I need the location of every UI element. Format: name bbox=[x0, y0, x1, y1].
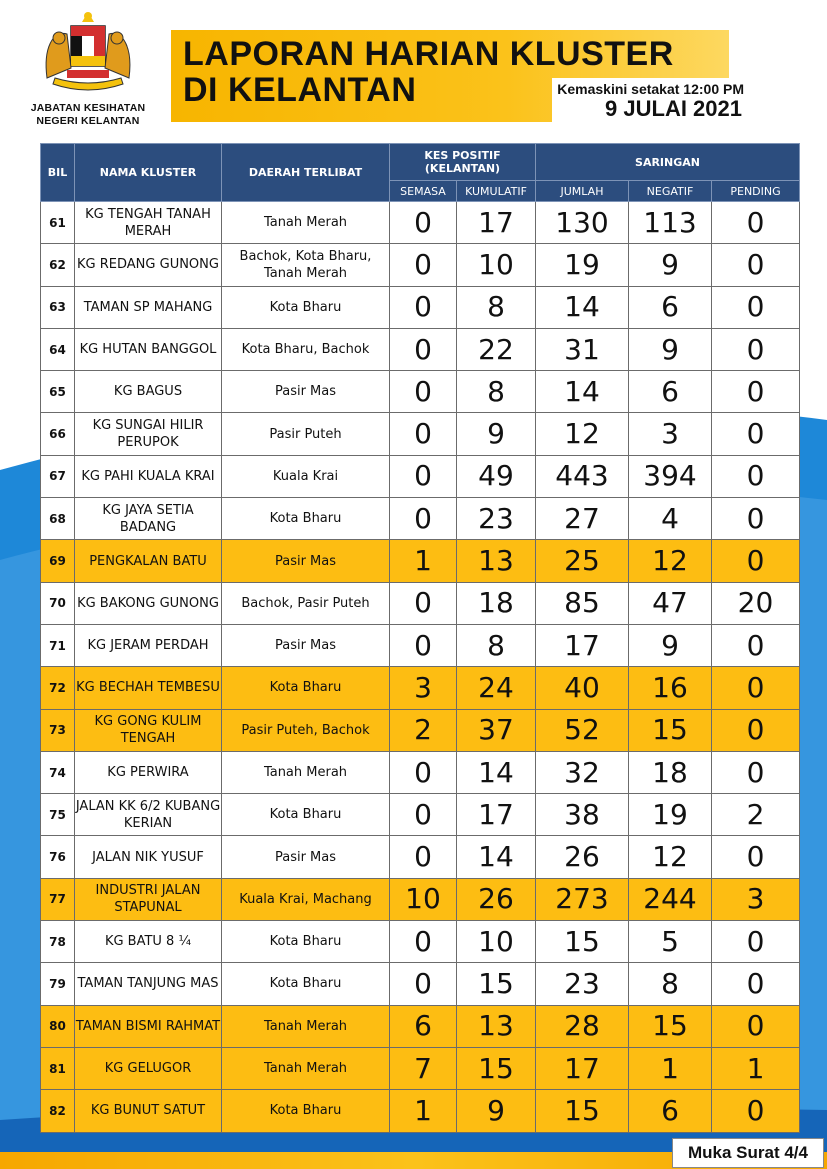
cell-jumlah: 28 bbox=[536, 1005, 629, 1047]
cell-daerah: Bachok, Pasir Puteh bbox=[222, 582, 390, 624]
cell-daerah: Pasir Puteh bbox=[222, 413, 390, 455]
cell-jumlah: 15 bbox=[536, 921, 629, 963]
cell-pending: 0 bbox=[712, 836, 800, 878]
cell-bil: 69 bbox=[41, 540, 75, 582]
cell-jumlah: 38 bbox=[536, 794, 629, 836]
cell-nama: KG TENGAH TANAH MERAH bbox=[75, 202, 222, 244]
cell-kumulatif: 9 bbox=[457, 1090, 536, 1132]
cell-jumlah: 23 bbox=[536, 963, 629, 1005]
cell-pending: 0 bbox=[712, 1090, 800, 1132]
cell-kumulatif: 10 bbox=[457, 921, 536, 963]
cell-kumulatif: 17 bbox=[457, 794, 536, 836]
cell-nama: KG REDANG GUNONG bbox=[75, 244, 222, 286]
cell-negatif: 47 bbox=[629, 582, 712, 624]
cell-jumlah: 32 bbox=[536, 751, 629, 793]
cell-semasa: 1 bbox=[390, 1090, 457, 1132]
col-header-jumlah: JUMLAH bbox=[536, 181, 629, 202]
cell-negatif: 15 bbox=[629, 1005, 712, 1047]
cell-nama: JALAN NIK YUSUF bbox=[75, 836, 222, 878]
cell-semasa: 0 bbox=[390, 244, 457, 286]
cell-kumulatif: 49 bbox=[457, 455, 536, 497]
cell-negatif: 394 bbox=[629, 455, 712, 497]
cell-kumulatif: 18 bbox=[457, 582, 536, 624]
table-row bbox=[41, 540, 800, 582]
table-row bbox=[41, 963, 800, 1005]
cell-pending: 0 bbox=[712, 286, 800, 328]
cell-jumlah: 85 bbox=[536, 582, 629, 624]
page-title-line1: LAPORAN HARIAN KLUSTER bbox=[183, 35, 674, 73]
cell-bil: 70 bbox=[41, 582, 75, 624]
agency-name-line1: JABATAN KESIHATAN bbox=[30, 102, 146, 114]
cell-pending: 0 bbox=[712, 667, 800, 709]
cell-nama: KG BUNUT SATUT bbox=[75, 1090, 222, 1132]
cell-negatif: 9 bbox=[629, 624, 712, 666]
cell-daerah: Tanah Merah bbox=[222, 751, 390, 793]
cell-bil: 67 bbox=[41, 455, 75, 497]
cell-pending: 0 bbox=[712, 540, 800, 582]
cell-negatif: 15 bbox=[629, 709, 712, 751]
cell-semasa: 0 bbox=[390, 836, 457, 878]
cell-semasa: 3 bbox=[390, 667, 457, 709]
cell-pending: 0 bbox=[712, 202, 800, 244]
table-row bbox=[41, 751, 800, 793]
page-title-line2: DI KELANTAN bbox=[183, 71, 417, 109]
update-box bbox=[552, 78, 752, 126]
cell-negatif: 113 bbox=[629, 202, 712, 244]
col-header-kes-positif-line1: KES POSITIF bbox=[424, 149, 501, 162]
cell-jumlah: 130 bbox=[536, 202, 629, 244]
cell-kumulatif: 26 bbox=[457, 878, 536, 920]
cell-bil: 78 bbox=[41, 921, 75, 963]
cell-pending: 0 bbox=[712, 498, 800, 540]
cell-kumulatif: 15 bbox=[457, 1047, 536, 1089]
cell-bil: 74 bbox=[41, 751, 75, 793]
table-row bbox=[41, 794, 800, 836]
cell-pending: 0 bbox=[712, 921, 800, 963]
cell-negatif: 8 bbox=[629, 963, 712, 1005]
cell-semasa: 0 bbox=[390, 286, 457, 328]
cell-daerah: Pasir Mas bbox=[222, 540, 390, 582]
table-row bbox=[41, 582, 800, 624]
cell-pending: 1 bbox=[712, 1047, 800, 1089]
cell-kumulatif: 8 bbox=[457, 624, 536, 666]
cell-jumlah: 14 bbox=[536, 286, 629, 328]
cell-semasa: 1 bbox=[390, 540, 457, 582]
cell-bil: 76 bbox=[41, 836, 75, 878]
cell-semasa: 0 bbox=[390, 751, 457, 793]
cell-pending: 0 bbox=[712, 413, 800, 455]
table-row bbox=[41, 498, 800, 540]
cell-bil: 65 bbox=[41, 371, 75, 413]
cell-nama: KG PAHI KUALA KRAI bbox=[75, 455, 222, 497]
cell-semasa: 0 bbox=[390, 455, 457, 497]
cell-semasa: 0 bbox=[390, 921, 457, 963]
cell-bil: 75 bbox=[41, 794, 75, 836]
table-row bbox=[41, 1090, 800, 1132]
cell-semasa: 10 bbox=[390, 878, 457, 920]
cell-kumulatif: 9 bbox=[457, 413, 536, 455]
cell-jumlah: 27 bbox=[536, 498, 629, 540]
cell-jumlah: 17 bbox=[536, 624, 629, 666]
cell-daerah: Tanah Merah bbox=[222, 1047, 390, 1089]
cell-kumulatif: 22 bbox=[457, 328, 536, 370]
cell-daerah: Bachok, Kota Bharu, Tanah Merah bbox=[222, 244, 390, 286]
cell-nama: JALAN KK 6/2 KUBANG KERIAN bbox=[75, 794, 222, 836]
table-row bbox=[41, 371, 800, 413]
cell-kumulatif: 10 bbox=[457, 244, 536, 286]
cell-jumlah: 15 bbox=[536, 1090, 629, 1132]
cell-negatif: 12 bbox=[629, 540, 712, 582]
page-number: Muka Surat 4/4 bbox=[672, 1138, 824, 1168]
col-header-saringan: SARINGAN bbox=[536, 144, 800, 181]
cell-jumlah: 17 bbox=[536, 1047, 629, 1089]
col-header-bil: BIL bbox=[41, 144, 75, 202]
cell-jumlah: 14 bbox=[536, 371, 629, 413]
coat-of-arms-icon bbox=[33, 8, 143, 100]
cell-jumlah: 19 bbox=[536, 244, 629, 286]
table-row bbox=[41, 413, 800, 455]
col-header-kes-positif bbox=[390, 144, 536, 181]
cell-nama: INDUSTRI JALAN STAPUNAL bbox=[75, 878, 222, 920]
table-row bbox=[41, 286, 800, 328]
cell-kumulatif: 15 bbox=[457, 963, 536, 1005]
table-row bbox=[41, 202, 800, 244]
cell-negatif: 6 bbox=[629, 371, 712, 413]
cell-jumlah: 40 bbox=[536, 667, 629, 709]
col-header-daerah: DAERAH TERLIBAT bbox=[222, 144, 390, 202]
cell-nama: KG GELUGOR bbox=[75, 1047, 222, 1089]
cell-kumulatif: 8 bbox=[457, 371, 536, 413]
cell-daerah: Kota Bharu bbox=[222, 794, 390, 836]
table-row bbox=[41, 836, 800, 878]
cell-semasa: 0 bbox=[390, 328, 457, 370]
cell-negatif: 244 bbox=[629, 878, 712, 920]
cell-daerah: Pasir Mas bbox=[222, 371, 390, 413]
cell-daerah: Kota Bharu bbox=[222, 1090, 390, 1132]
cell-jumlah: 273 bbox=[536, 878, 629, 920]
cell-daerah: Kota Bharu bbox=[222, 286, 390, 328]
cell-pending: 0 bbox=[712, 963, 800, 1005]
cell-semasa: 0 bbox=[390, 582, 457, 624]
cluster-table bbox=[40, 143, 800, 1133]
cell-kumulatif: 24 bbox=[457, 667, 536, 709]
table-row bbox=[41, 455, 800, 497]
cell-negatif: 19 bbox=[629, 794, 712, 836]
cell-nama: TAMAN SP MAHANG bbox=[75, 286, 222, 328]
cell-negatif: 12 bbox=[629, 836, 712, 878]
col-header-negatif: NEGATIF bbox=[629, 181, 712, 202]
cell-daerah: Kuala Krai bbox=[222, 455, 390, 497]
table-row bbox=[41, 667, 800, 709]
cell-semasa: 6 bbox=[390, 1005, 457, 1047]
cell-negatif: 16 bbox=[629, 667, 712, 709]
cell-semasa: 0 bbox=[390, 498, 457, 540]
cell-jumlah: 52 bbox=[536, 709, 629, 751]
cell-pending: 2 bbox=[712, 794, 800, 836]
cell-nama: KG BECHAH TEMBESU bbox=[75, 667, 222, 709]
cluster-table-body bbox=[41, 202, 800, 1133]
table-row bbox=[41, 1047, 800, 1089]
cell-nama: KG JAYA SETIA BADANG bbox=[75, 498, 222, 540]
cell-negatif: 9 bbox=[629, 328, 712, 370]
cell-daerah: Tanah Merah bbox=[222, 1005, 390, 1047]
table-row bbox=[41, 624, 800, 666]
cell-pending: 0 bbox=[712, 455, 800, 497]
cell-bil: 77 bbox=[41, 878, 75, 920]
cell-bil: 68 bbox=[41, 498, 75, 540]
cell-daerah: Kota Bharu bbox=[222, 498, 390, 540]
cell-nama: KG GONG KULIM TENGAH bbox=[75, 709, 222, 751]
cell-pending: 0 bbox=[712, 371, 800, 413]
cell-nama: TAMAN BISMI RAHMAT bbox=[75, 1005, 222, 1047]
cell-negatif: 1 bbox=[629, 1047, 712, 1089]
cell-nama: KG SUNGAI HILIR PERUPOK bbox=[75, 413, 222, 455]
cell-pending: 0 bbox=[712, 244, 800, 286]
cell-kumulatif: 14 bbox=[457, 836, 536, 878]
cell-daerah: Kota Bharu, Bachok bbox=[222, 328, 390, 370]
update-label: Kemaskini setakat 12:00 PM bbox=[557, 81, 744, 97]
cell-kumulatif: 13 bbox=[457, 1005, 536, 1047]
cell-pending: 0 bbox=[712, 1005, 800, 1047]
cell-semasa: 2 bbox=[390, 709, 457, 751]
cell-kumulatif: 8 bbox=[457, 286, 536, 328]
table-row bbox=[41, 709, 800, 751]
cell-negatif: 3 bbox=[629, 413, 712, 455]
agency-name-line2: NEGERI KELANTAN bbox=[36, 115, 140, 127]
col-header-nama: NAMA KLUSTER bbox=[75, 144, 222, 202]
cell-daerah: Kota Bharu bbox=[222, 921, 390, 963]
cell-semasa: 0 bbox=[390, 371, 457, 413]
cell-nama: KG BAKONG GUNONG bbox=[75, 582, 222, 624]
cell-semasa: 0 bbox=[390, 202, 457, 244]
cell-bil: 81 bbox=[41, 1047, 75, 1089]
cell-bil: 82 bbox=[41, 1090, 75, 1132]
table-row bbox=[41, 921, 800, 963]
cell-nama: PENGKALAN BATU bbox=[75, 540, 222, 582]
col-header-semasa: SEMASA bbox=[390, 181, 457, 202]
cell-daerah: Kuala Krai, Machang bbox=[222, 878, 390, 920]
cell-bil: 80 bbox=[41, 1005, 75, 1047]
cell-bil: 73 bbox=[41, 709, 75, 751]
cell-jumlah: 31 bbox=[536, 328, 629, 370]
cell-negatif: 18 bbox=[629, 751, 712, 793]
cell-negatif: 9 bbox=[629, 244, 712, 286]
cell-negatif: 6 bbox=[629, 286, 712, 328]
cell-kumulatif: 17 bbox=[457, 202, 536, 244]
cell-negatif: 6 bbox=[629, 1090, 712, 1132]
cell-bil: 72 bbox=[41, 667, 75, 709]
cell-pending: 3 bbox=[712, 878, 800, 920]
cell-kumulatif: 23 bbox=[457, 498, 536, 540]
cell-bil: 71 bbox=[41, 624, 75, 666]
col-header-pending: PENDING bbox=[712, 181, 800, 202]
cell-bil: 79 bbox=[41, 963, 75, 1005]
cell-pending: 0 bbox=[712, 709, 800, 751]
cell-nama: KG JERAM PERDAH bbox=[75, 624, 222, 666]
cell-bil: 66 bbox=[41, 413, 75, 455]
cell-daerah: Kota Bharu bbox=[222, 667, 390, 709]
agency-logo bbox=[18, 8, 158, 130]
cell-semasa: 7 bbox=[390, 1047, 457, 1089]
cell-jumlah: 25 bbox=[536, 540, 629, 582]
cell-nama: KG BAGUS bbox=[75, 371, 222, 413]
cell-semasa: 0 bbox=[390, 794, 457, 836]
cell-negatif: 5 bbox=[629, 921, 712, 963]
cell-daerah: Pasir Mas bbox=[222, 836, 390, 878]
cell-daerah: Kota Bharu bbox=[222, 963, 390, 1005]
cell-nama: KG BATU 8 ¼ bbox=[75, 921, 222, 963]
cell-bil: 63 bbox=[41, 286, 75, 328]
cell-nama: TAMAN TANJUNG MAS bbox=[75, 963, 222, 1005]
cell-pending: 20 bbox=[712, 582, 800, 624]
col-header-kumulatif: KUMULATIF bbox=[457, 181, 536, 202]
cell-daerah: Pasir Puteh, Bachok bbox=[222, 709, 390, 751]
table-row bbox=[41, 328, 800, 370]
table-row bbox=[41, 1005, 800, 1047]
cell-jumlah: 443 bbox=[536, 455, 629, 497]
cell-jumlah: 26 bbox=[536, 836, 629, 878]
cell-bil: 62 bbox=[41, 244, 75, 286]
col-header-kes-positif-line2: (KELANTAN) bbox=[424, 162, 501, 175]
cell-daerah: Tanah Merah bbox=[222, 202, 390, 244]
cell-bil: 64 bbox=[41, 328, 75, 370]
cell-negatif: 4 bbox=[629, 498, 712, 540]
cell-semasa: 0 bbox=[390, 963, 457, 1005]
cell-nama: KG HUTAN BANGGOL bbox=[75, 328, 222, 370]
table-row bbox=[41, 878, 800, 920]
cell-jumlah: 12 bbox=[536, 413, 629, 455]
cell-daerah: Pasir Mas bbox=[222, 624, 390, 666]
cell-kumulatif: 37 bbox=[457, 709, 536, 751]
update-date: 9 JULAI 2021 bbox=[605, 96, 742, 121]
table-row bbox=[41, 244, 800, 286]
cell-pending: 0 bbox=[712, 751, 800, 793]
cell-kumulatif: 14 bbox=[457, 751, 536, 793]
cell-bil: 61 bbox=[41, 202, 75, 244]
cell-pending: 0 bbox=[712, 328, 800, 370]
cell-pending: 0 bbox=[712, 624, 800, 666]
cell-kumulatif: 13 bbox=[457, 540, 536, 582]
cell-semasa: 0 bbox=[390, 413, 457, 455]
cell-nama: KG PERWIRA bbox=[75, 751, 222, 793]
cell-semasa: 0 bbox=[390, 624, 457, 666]
